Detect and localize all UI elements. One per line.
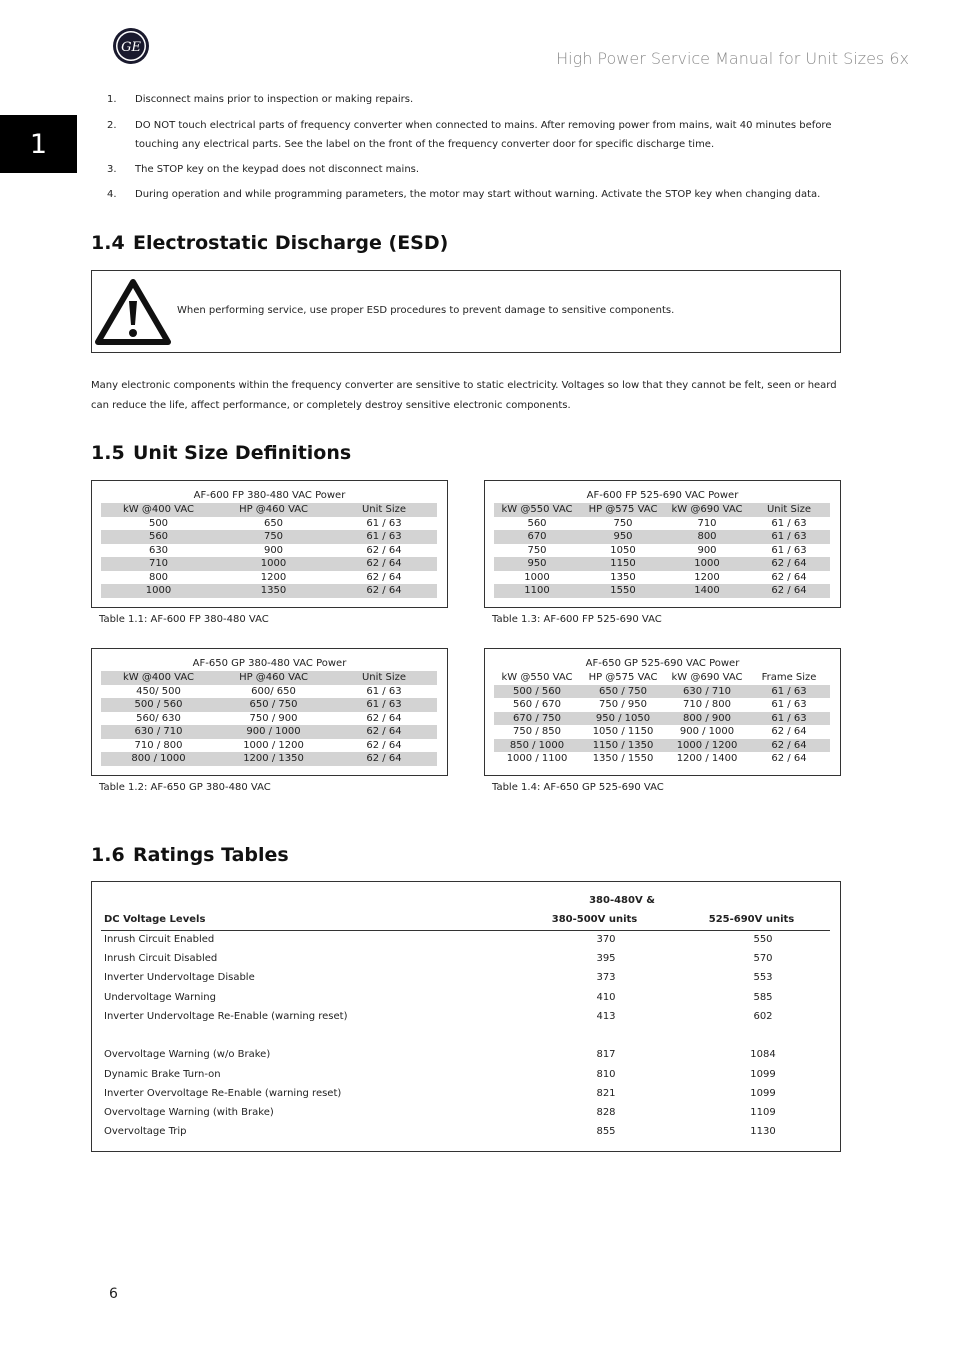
unit-size-table [101, 503, 437, 598]
chapter-tab: 1 [0, 115, 77, 173]
table-header-row: kW @400 VAC HP @460 VAC Unit Size [101, 503, 437, 517]
esd-notice-box [91, 270, 841, 353]
table-caption: Table 1.2: AF-650 GP 380-480 VAC [99, 782, 271, 793]
section-heading-unit-sizes: 1.5 Unit Size Definitions [91, 442, 352, 464]
esd-notice-text: When performing service, use proper ESD procedures to prevent damage to sensitive components. [177, 305, 675, 316]
table-row: 670 950 800 61 / 63 [494, 530, 830, 544]
table-title: AF-650 GP 380-480 VAC Power [192, 658, 347, 669]
table-row: 500 650 61 / 63 [148, 517, 402, 529]
unit-size-table-box [91, 480, 448, 608]
table-row: 560 750 61 / 63 [101, 530, 437, 544]
table-row: Overvoltage Trip 855 1130 [104, 1126, 776, 1137]
unit-size-table-box [484, 480, 841, 608]
unit-size-table-box [484, 648, 841, 776]
table-caption: Table 1.3: AF-600 FP 525-690 VAC [492, 614, 662, 625]
table-row: 850 / 1000 1150 / 1350 1000 / 1200 62 / 64 [494, 739, 830, 753]
table-row: 950 1150 1000 62 / 64 [494, 557, 830, 571]
table-row: 670 / 750 950 / 1050 800 / 900 61 / 63 [494, 712, 830, 726]
table-row: 710 / 800 1000 / 1200 62 / 64 [134, 739, 402, 751]
table-row: 800 1200 62 / 64 [148, 571, 402, 583]
table-row: Undervoltage Warning 410 585 [104, 992, 773, 1003]
ratings-header-col2: 525-690V units [708, 914, 795, 925]
header-title: High Power Service Manual for Unit Sizes 6x [556, 49, 909, 68]
notice-divider [172, 271, 173, 352]
esd-paragraph: Many electronic components within the frequency converter are sensitive to static electricity. Voltages so low that they cannot be felt, seen or heard can reduce the life, affect performance, or completely destroy sensitive electronic components. [91, 380, 837, 411]
page-number: 6 [109, 1286, 118, 1302]
ratings-header-col0: DC Voltage Levels [104, 914, 206, 925]
table-header-row: kW @550 VAC HP @575 VAC kW @690 VAC Frame Size [501, 672, 817, 683]
table-header-row: kW @400 VAC HP @460 VAC Unit Size [101, 671, 437, 685]
ratings-header-col1-line2: 380-500V units [551, 914, 638, 925]
table-title: AF-600 FP 380-480 VAC Power [193, 490, 346, 501]
svg-text:GE: GE [121, 40, 141, 55]
table-row: 560/ 630 750 / 900 62 / 64 [136, 712, 402, 724]
table-row: 1100 1550 1400 62 / 64 [494, 584, 830, 598]
table-row: 750 / 850 1050 / 1150 900 / 1000 62 / 64 [513, 726, 807, 737]
table-row: Overvoltage Warning (with Brake) 828 1109 [104, 1107, 776, 1118]
table-caption: Table 1.1: AF-600 FP 380-480 VAC [99, 614, 269, 625]
table-row: 710 1000 62 / 64 [101, 557, 437, 571]
section-heading-ratings: 1.6 Ratings Tables [91, 844, 289, 866]
unit-size-table [494, 671, 830, 766]
table-caption: Table 1.4: AF-650 GP 525-690 VAC [492, 782, 664, 793]
ratings-header-col1-line1: 380-480V & [589, 895, 655, 906]
unit-size-table [494, 503, 830, 598]
table-row: Dynamic Brake Turn-on 810 1099 [104, 1069, 776, 1080]
table-row: 500 / 560 650 / 750 630 / 710 61 / 63 [494, 685, 830, 699]
table-title: AF-650 GP 525-690 VAC Power [585, 658, 740, 669]
warning-triangle-icon [95, 279, 171, 345]
unit-size-table-box [91, 648, 448, 776]
table-row: 1000 1350 62 / 64 [101, 584, 437, 598]
table-header-row: kW @550 VAC HP @575 VAC kW @690 VAC Unit Size [494, 503, 830, 517]
table-row: 560 / 670 750 / 950 710 / 800 61 / 63 [513, 699, 807, 710]
table-row: 630 / 710 900 / 1000 62 / 64 [101, 725, 437, 739]
table-row: 1000 1350 1200 62 / 64 [524, 571, 807, 583]
table-row: 500 / 560 650 / 750 61 / 63 [101, 698, 437, 712]
table-row: Inrush Circuit Enabled 370 550 [104, 934, 773, 945]
table-row: 450/ 500 600/ 650 61 / 63 [136, 685, 402, 697]
table-row: 1000 / 1100 1350 / 1550 1200 / 1400 62 / 64 [506, 753, 807, 764]
table-row: 800 / 1000 1200 / 1350 62 / 64 [101, 752, 437, 766]
ratings-table [91, 881, 841, 1152]
table-row: 750 1050 900 61 / 63 [527, 544, 807, 556]
table-title: AF-600 FP 525-690 VAC Power [586, 490, 739, 501]
table-row: 630 900 62 / 64 [148, 544, 402, 556]
table-row: Inverter Undervoltage Re-Enable (warning reset) 413 602 [104, 1011, 773, 1022]
table-row: Overvoltage Warning (w/o Brake) 817 1084 [104, 1049, 776, 1060]
table-row: Inrush Circuit Disabled 395 570 [104, 953, 773, 964]
unit-size-table [101, 671, 437, 766]
section-heading-esd: 1.4 Electrostatic Discharge (ESD) [91, 232, 449, 254]
table-row: Inverter Undervoltage Disable 373 553 [104, 972, 773, 983]
table-row: Inverter Overvoltage Re-Enable (warning reset) 821 1099 [104, 1088, 776, 1099]
table-row: 560 750 710 61 / 63 [527, 517, 807, 529]
ge-logo [112, 27, 150, 65]
